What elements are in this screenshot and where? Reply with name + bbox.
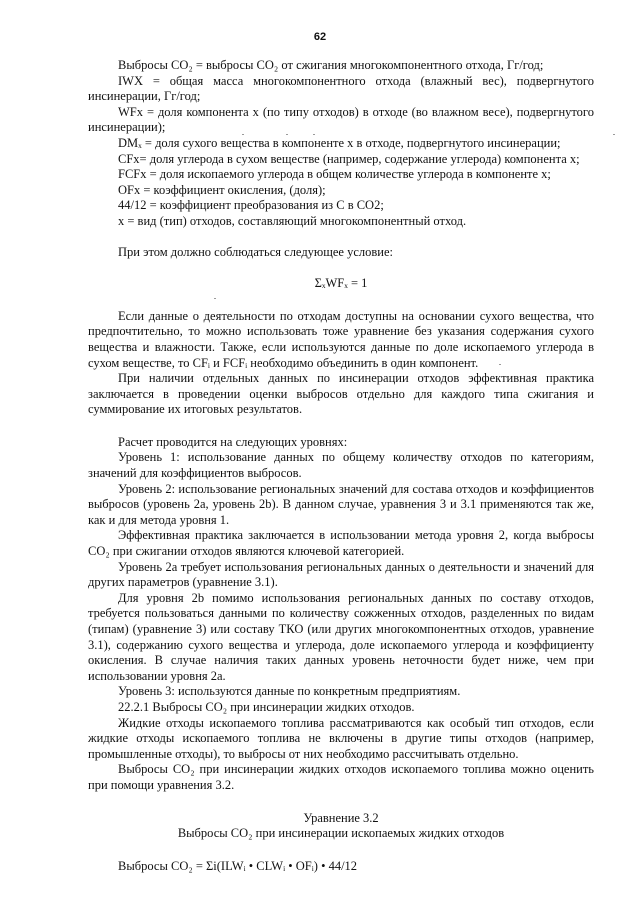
definition-line: FCFx = доля ископаемого углерода в общем количестве углерода в компоненте x; — [118, 167, 551, 182]
condition-intro: При этом должно соблюдаться следующее условие: — [118, 244, 394, 259]
paragraph: Эффективная практика заключается в использовании метода уровня 2, когда выбросы CO₂ при сжигании отходов являются ключевой категорией. — [88, 528, 594, 559]
equation-label: Уравнение 3.2 — [303, 810, 379, 825]
definition-line: OFx = коэффициент окисления, (доля); — [118, 182, 326, 197]
document-body — [88, 58, 594, 874]
equation-formula: Выбросы CO₂ = Σi(ILWᵢ • CLWᵢ • OFᵢ) • 44/12 — [118, 858, 358, 873]
paragraph: Выбросы CO₂ при инсинерации жидких отходов ископаемого топлива можно оценить при помощи уравнения 3.2. — [88, 762, 594, 792]
definition-line: WFx = доля компонента x (по типу отходов) в отходе (во влажном весе), подвергнутого инсинерации); — [88, 104, 594, 135]
scan-artifact — [613, 134, 615, 135]
definition-line: Выбросы CO₂ = выбросы CO₂ от сжигания многокомпонентного отхода, Гг/год; — [118, 58, 544, 72]
paragraph: Уровень 2a требует использования региональных данных о деятельности и значений для других параметров (уравнение 3.1). — [88, 559, 594, 590]
section-heading: 22.2.1 Выбросы CO₂ при инсинерации жидких отходов. — [118, 699, 415, 714]
definition-line: CFx= доля углерода в сухом веществе (например, содержание углерода) компонента x; — [118, 151, 580, 166]
paragraph: Жидкие отходы ископаемого топлива рассматриваются как особый тип отходов, если жидкие отходы ископаемого топлива не включены в другие типы отходов (например, промышленные отходы), то выбросы от них необходимо рассчитывать отдельно. — [88, 715, 594, 761]
paragraph: Уровень 2: использование региональных значений для состава отходов и коэффициентов выбросов (уровень 2a, уровень 2b). В данном случае, уравнения 3 и 3.1 применяются так же, как и для метода уровня 1. — [88, 481, 594, 527]
definition-line: DMₓ = доля сухого вещества в компоненте x в отходе, подвергнутого инсинерации; — [118, 135, 561, 150]
paragraph: Для уровня 2b помимо использования региональных данных по составу отходов, требуется пользоваться данными по количеству сожженных отходов, разделенных по видам (типам) (уравнение 3) или составу ТКО (или других многокомпонентных отходов, уравнение 3.1), содержанию сухого вещества и углерода, доле ископаемого углерода и коэффициенту окисления. В случае наличия таких данных уровень неточности будет ниже, чем при использовании уровня 2a. — [88, 590, 594, 683]
definitions-list — [88, 58, 594, 230]
paragraph: Уровень 1: использование данных по общему количеству отходов по категориям, значений для коэффициентов выбросов. — [88, 450, 594, 481]
paragraph: Расчет проводится на следующих уровнях: — [118, 434, 348, 449]
definition-line: 44/12 = коэффициент преобразования из C в CO2; — [118, 198, 384, 213]
paragraph: Если данные о деятельности по отходам доступны на основании сухого вещества, что предпочтительно, то можно использовать тоже уравнение без указания содержания сухого вещества и влажности. Также, если используются данные по доле ископаемого углерода в сухом веществе, то CFᵢ и FCFᵢ необходимо объединить в один компонент. — [88, 308, 594, 370]
page-number: 62 — [313, 31, 327, 43]
paragraph: При наличии отдельных данных по инсинерации отходов эффективная практика заключается в проведении оценки выбросов отдельно для каждого типа сжигания и суммирование их итоговых результатов. — [88, 371, 594, 417]
paragraph: Уровень 3: используются данные по конкретным предприятиям. — [118, 684, 461, 699]
condition-formula: ΣₓWFₓ = 1 — [314, 276, 368, 291]
definition-line: x = вид (тип) отходов, составляющий многокомпонентный отход. — [118, 213, 467, 228]
definition-line: IWX = общая масса многокомпонентного отхода (влажный вес), подвергнутого инсинерации, Гг/год; — [88, 73, 594, 104]
equation-title: Выбросы CO₂ при инсинерации ископаемых жидких отходов — [177, 826, 505, 841]
